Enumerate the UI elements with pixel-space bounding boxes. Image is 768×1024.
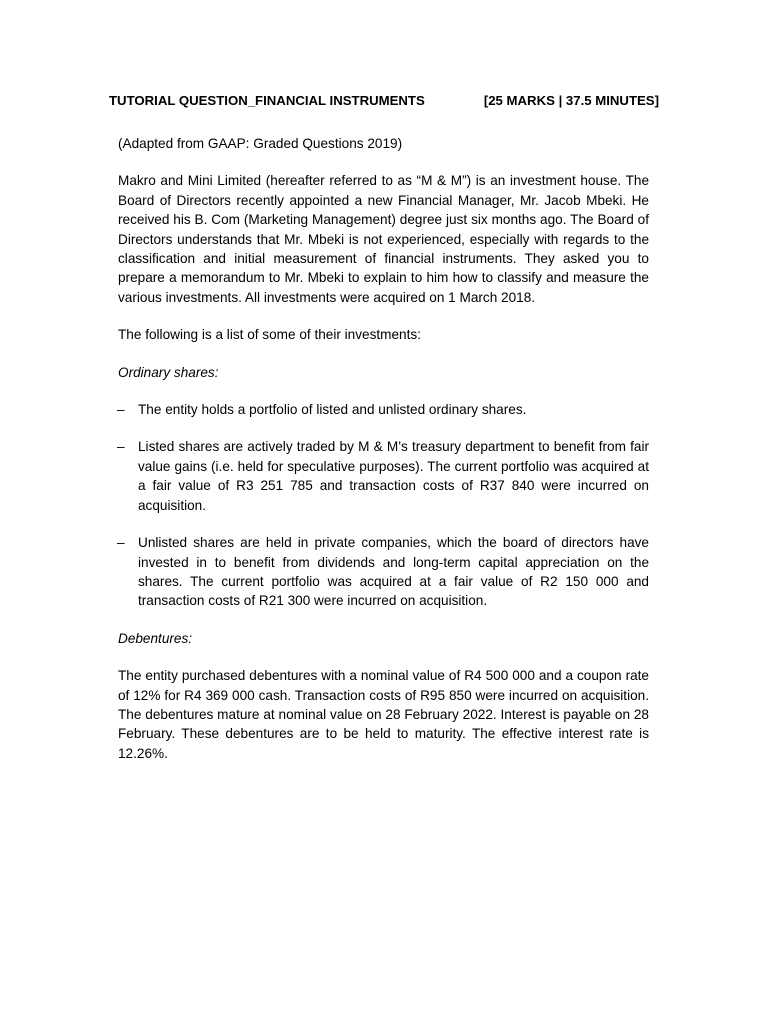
ordinary-shares-heading: Ordinary shares: bbox=[118, 364, 219, 380]
list-item-text: Unlisted shares are held in private companies, which the board of directors have invested in to benefit from dividends and long-term capital appreciation on the shares. The current portfolio was acquired at a fair value of R2 150 000 and transaction costs of R21 300 were incurred on acquisition. bbox=[138, 535, 649, 609]
ordinary-shares-list bbox=[118, 400, 649, 611]
intro-paragraph: Makro and Mini Limited (hereafter referred to as “M & M”) is an investment house. The Board of Directors recently appointed a new Financial Manager, Mr. Jacob Mbeki. He received his B. Com (Marketing Management) degree just six months ago. The Board of Directors understands that Mr. Mbeki is not experienced, especially with regards to the classification and initial measurement of financial instruments. They asked you to prepare a memorandum to Mr. Mbeki to explain to him how to classify and measure the various investments. All investments were acquired on 1 March 2018. bbox=[118, 173, 649, 305]
dash-bullet-icon: – bbox=[117, 402, 125, 418]
source-note: (Adapted from GAAP: Graded Questions 2019) bbox=[118, 136, 403, 151]
dash-bullet-icon: – bbox=[117, 535, 125, 551]
list-intro: The following is a list of some of their investments: bbox=[118, 327, 421, 343]
debentures-heading: Debentures: bbox=[118, 630, 193, 646]
list-item-text: Listed shares are actively traded by M & M’s treasury department to benefit from fair value gains (i.e. held for speculative purposes). The current portfolio was acquired at a fair value of R3 251 785 and transaction costs of R37 840 were incurred on acquisition. bbox=[138, 439, 649, 513]
document-header bbox=[109, 92, 659, 110]
dash-bullet-icon: – bbox=[117, 439, 125, 455]
debentures-paragraph: The entity purchased debentures with a nominal value of R4 500 000 and a coupon rate of 12% for R4 369 000 cash. Transaction costs of R95 850 were incurred on acquisition. The debentures mature at nominal value on 28 February 2022. Interest is payable on 28 February. These debentures are to be held to maturity. The effective interest rate is 12.26%. bbox=[118, 668, 649, 761]
marks-label: [25 MARKS | 37.5 MINUTES] bbox=[483, 93, 659, 108]
page-title: TUTORIAL QUESTION_FINANCIAL INSTRUMENTS bbox=[109, 93, 425, 108]
document-body bbox=[118, 134, 649, 781]
list-item-text: The entity holds a portfolio of listed and unlisted ordinary shares. bbox=[138, 402, 527, 418]
list-item bbox=[118, 437, 649, 515]
list-item bbox=[118, 400, 649, 419]
list-item bbox=[118, 533, 649, 611]
